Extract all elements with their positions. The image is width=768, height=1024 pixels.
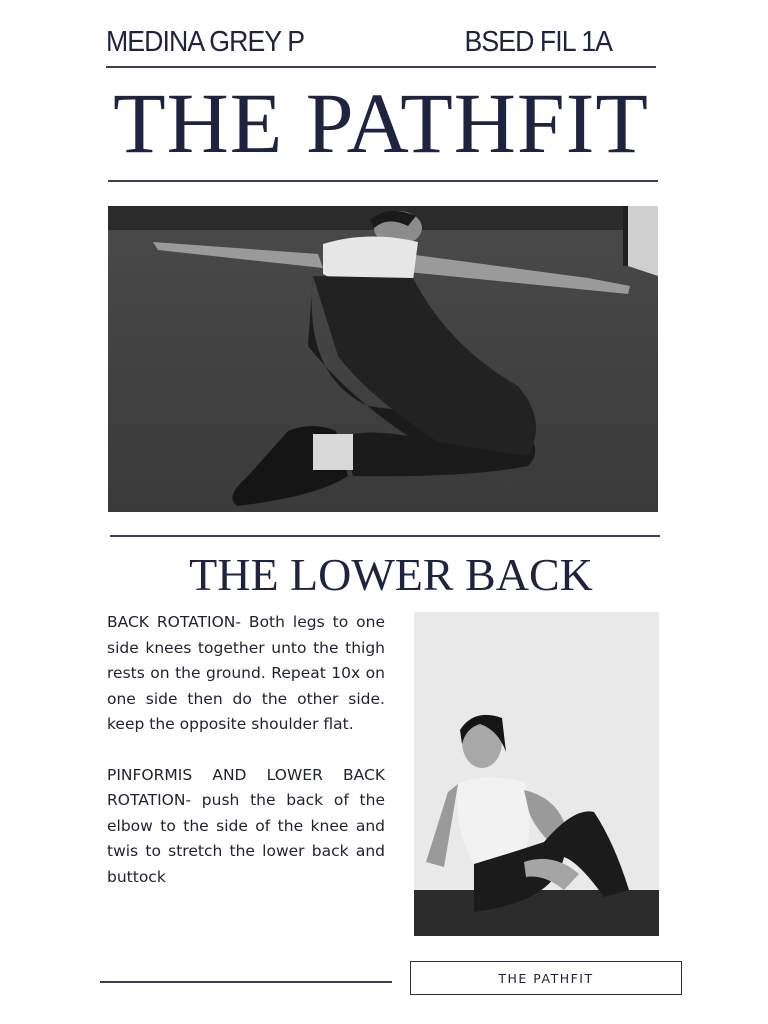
side-photo xyxy=(414,612,659,936)
paragraph-piriformis: PINFORMIS AND LOWER BACK ROTATION- push the back of the elbow to the side of the knee and twis to stretch the lower back and buttock xyxy=(107,765,385,886)
page-title: THE PATHFIT xyxy=(113,75,649,171)
student-section: BSED FIL 1A xyxy=(464,26,612,58)
section-title: THE LOWER BACK xyxy=(189,549,593,600)
paragraph-back-rotation: BACK ROTATION- Both legs to one side knees together unto the thigh rests on the ground. Repeat 10x on one side then do the other side. keep the opposite shoulder flat. xyxy=(107,613,385,733)
exercise-description xyxy=(107,610,385,915)
footer-label xyxy=(410,961,682,995)
title-rule xyxy=(108,180,658,182)
header xyxy=(106,26,612,59)
main-photo xyxy=(108,206,658,512)
photo-rule xyxy=(110,535,660,537)
footer-text: THE PATHFIT xyxy=(498,970,594,986)
student-name: MEDINA GREY P xyxy=(106,26,305,58)
header-rule xyxy=(106,66,656,68)
footer-rule xyxy=(100,981,392,983)
